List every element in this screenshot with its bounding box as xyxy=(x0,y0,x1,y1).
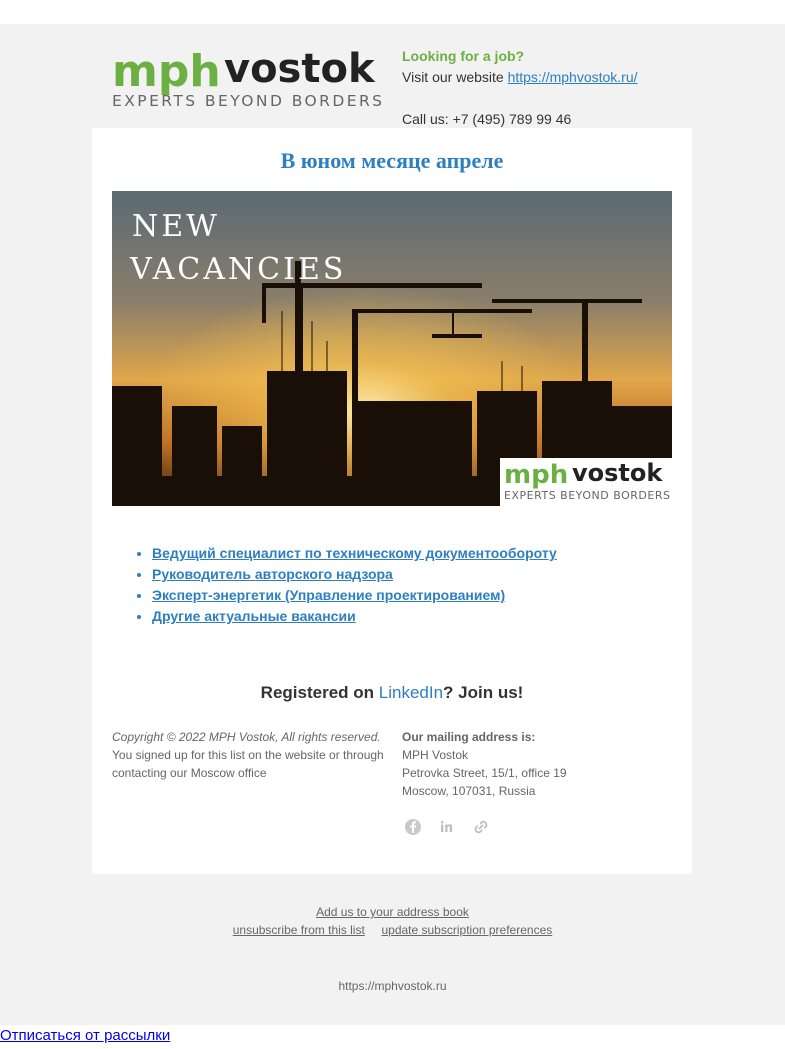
unsubscribe-link[interactable]: unsubscribe from this list xyxy=(232,923,365,937)
banner-line-vacancies: VACANCIES xyxy=(130,252,347,287)
address-line: MPH Vostok xyxy=(402,748,469,762)
vacancy-link-3[interactable]: Эксперт-энергетик (Управление проектированием) xyxy=(152,587,506,603)
list-item xyxy=(152,585,557,606)
unsubscribe-ru-link[interactable]: Отписаться от рассылки xyxy=(0,1027,171,1044)
vacancy-link-1[interactable]: Ведущий специалист по техническому документообороту xyxy=(152,545,557,561)
copyright-text: Copyright © 2022 MPH Vostok, All rights reserved. xyxy=(112,730,381,744)
phone-line: Call us: +7 (495) 789 99 46 xyxy=(402,111,572,127)
signup-note: You signed up for this list on the website or through contacting our Moscow office xyxy=(112,748,384,780)
update-preferences-link[interactable]: update subscription preferences xyxy=(381,923,553,937)
banner-logo-mph: mph xyxy=(504,460,569,490)
address-line: Petrovka Street, 15/1, office 19 xyxy=(402,766,567,780)
site-url: https://mphvostok.ru xyxy=(338,979,447,993)
new-vacancies-banner xyxy=(112,191,672,506)
logo-tagline: EXPERTS BEYOND BORDERS xyxy=(112,92,382,110)
list-item xyxy=(152,543,557,564)
banner-logo-tagline: EXPERTS BEYOND BORDERS xyxy=(504,489,670,502)
linkedin-icon[interactable] xyxy=(438,818,456,836)
footer-copyright xyxy=(112,728,392,782)
subscription-links xyxy=(0,923,785,937)
mailing-heading: Our mailing address is: xyxy=(402,730,536,744)
link-icon[interactable] xyxy=(472,818,490,836)
newsletter-title: В юном месяце апреле xyxy=(280,148,504,173)
facebook-icon[interactable] xyxy=(404,818,422,836)
svg-text:vostok: vostok xyxy=(572,459,663,487)
linkedin-link[interactable]: LinkedIn xyxy=(378,683,444,702)
address-line: Moscow, 107031, Russia xyxy=(402,784,536,798)
vacancies-list xyxy=(132,543,557,627)
header-contact xyxy=(402,46,638,130)
svg-text:vostok: vostok xyxy=(224,46,375,92)
linkedin-cta: Registered on LinkedIn? Join us! xyxy=(260,683,524,702)
job-heading: Looking for a job? xyxy=(402,48,525,64)
vacancy-link-other[interactable]: Другие актуальные вакансии xyxy=(152,608,356,624)
add-address-book-link[interactable]: Add us to your address book xyxy=(316,905,469,919)
website-line: Visit our website https://mphvostok.ru/ xyxy=(402,69,638,85)
social-icons xyxy=(404,818,490,836)
footer-address xyxy=(402,728,682,800)
vacancy-link-2[interactable]: Руководитель авторского надзора xyxy=(152,566,393,582)
banner-line-new: NEW xyxy=(132,209,220,244)
address-book-line xyxy=(0,905,785,919)
list-item xyxy=(152,606,557,627)
content-card xyxy=(92,128,692,874)
mph-vostok-logo xyxy=(112,42,384,110)
logo-mph: mph xyxy=(112,46,221,97)
website-link[interactable]: https://mphvostok.ru/ xyxy=(507,69,638,85)
email-header xyxy=(92,24,692,128)
list-item xyxy=(152,564,557,585)
